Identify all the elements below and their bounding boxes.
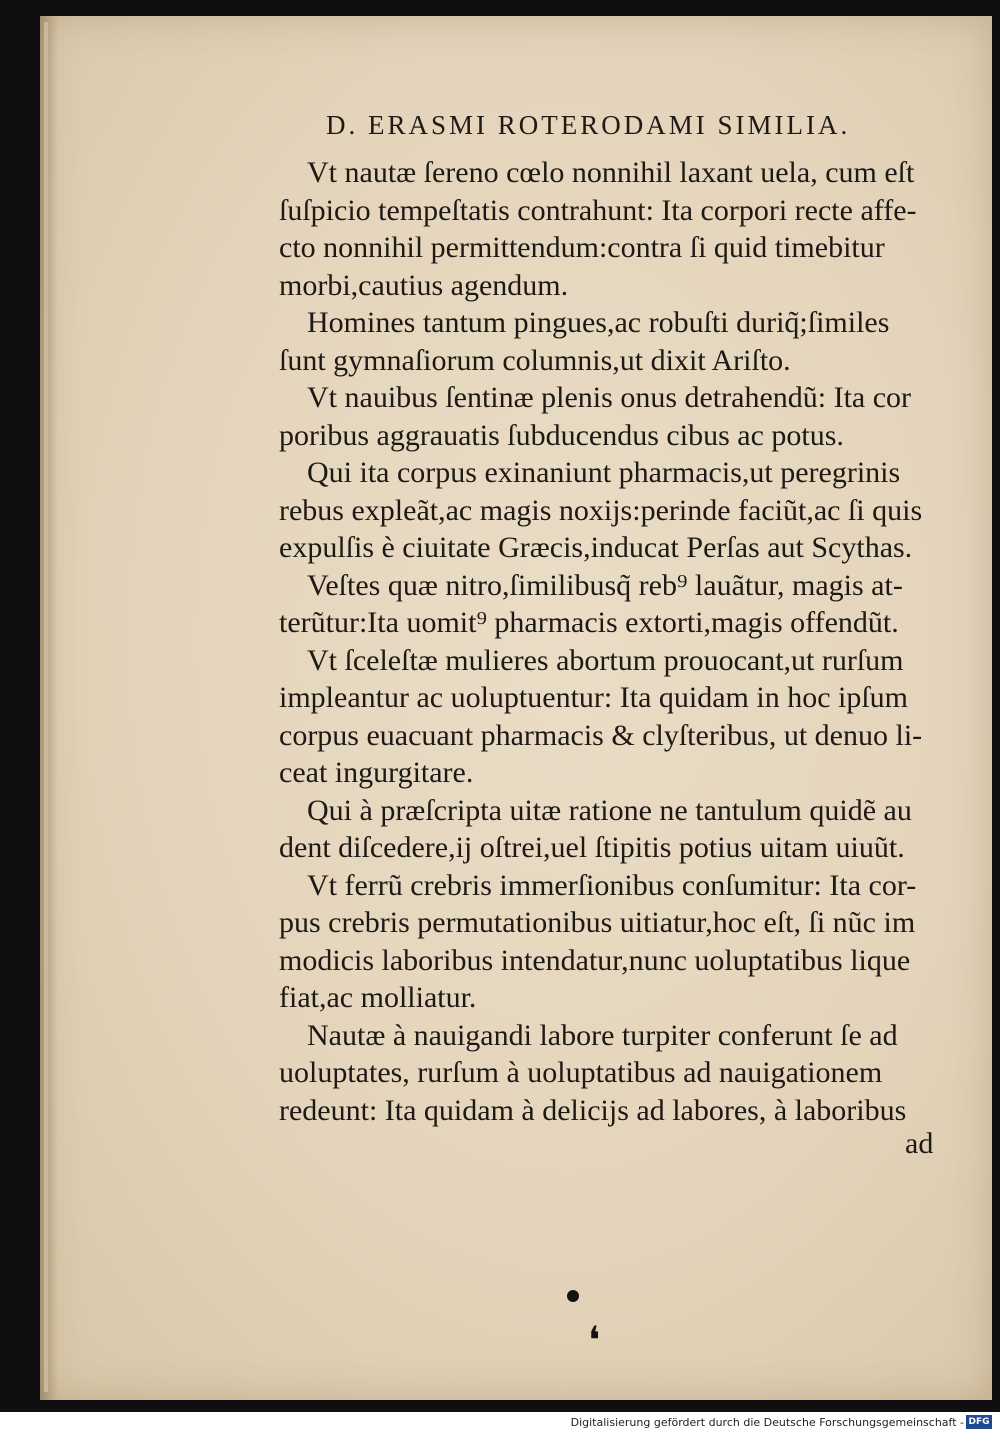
text-line: fiat,ac molliatur. [279, 981, 477, 1014]
text-line: poribus aggrauatis ſubducendus cibus ac potus. [279, 418, 844, 452]
text-line: Homines tantum pingues,ac robuſti duriq̃;ſimiles [307, 306, 890, 339]
text-line: dent diſcedere,ij oſtrei,uel ſtipitis potius uitam uiuũt. [279, 831, 905, 864]
text-line: modicis laboribus intendatur,nunc uoluptatibus lique [279, 943, 911, 977]
text-line: impleantur ac uoluptuentur: Ita quidam in hoc ipſum [279, 681, 909, 714]
dfg-logo: DFG [966, 1415, 992, 1429]
text-line: uoluptates, rurſum à uoluptatibus ad nauigationem [279, 1056, 883, 1089]
body-text [279, 154, 959, 1129]
footer-credit: Digitalisierung gefördert durch die Deutsche Forschungsgemeinschaft - [570, 1416, 964, 1429]
text-line: ſuſpicio tempeſtatis contrahunt: Ita corpori recte affe- [279, 193, 917, 227]
text-line: morbi,cautius agendum. [279, 268, 569, 302]
running-head: D. ERASMI ROTERODAMI SIMILIA. [326, 110, 851, 140]
page-edge [44, 22, 48, 1392]
text-line: Qui ita corpus exinaniunt pharmacis,ut peregrinis [307, 456, 901, 489]
text-line: redeunt: Ita quidam à delicijs ad labores, à laboribus [279, 1093, 907, 1127]
text-line: rebus expleãt,ac magis noxijs:perinde faciũt,ac ſi quis [279, 493, 923, 527]
text-line: Veſtes quæ nitro,ſimilibusq̃ reb⁹ lauãtur, magis at- [307, 568, 903, 602]
catchword: ad [905, 1127, 934, 1160]
signature-mark-comma: ❛ [588, 1320, 601, 1362]
text-line: Nautæ à nauigandi labore turpiter conferunt ſe ad [307, 1018, 898, 1052]
signature-mark-dot [567, 1290, 579, 1302]
text-line: Vt ſceleſtæ mulieres abortum prouocant,ut rurſum [307, 643, 904, 677]
text-line: cto nonnihil permittendum:contra ſi quid timebitur [279, 231, 885, 264]
text-line: Qui à præſcripta uitæ ratione ne tantulum quidẽ au [307, 793, 912, 827]
text-line: expulſis è ciuitate Græcis,inducat Perſas aut Scythas. [279, 531, 913, 564]
text-line: Vt nauibus ſentinæ plenis onus detrahendũ: Ita cor [307, 381, 912, 414]
text-line: terũtur:Ita uomit⁹ pharmacis extorti,magis offendũt. [279, 606, 899, 639]
text-line: ceat ingurgitare. [279, 756, 474, 789]
text-line: corpus euacuant pharmacis & clyſteribus, ut denuo li- [279, 718, 923, 752]
text-line: ſunt gymnaſiorum columnis,ut dixit Ariſto. [279, 343, 791, 377]
text-line: pus crebris permutationibus uitiatur,hoc eſt, ſi nũc im [279, 906, 916, 939]
text-line: Vt nautæ ſereno cœlo nonnihil laxant uela, cum eſt [307, 156, 915, 189]
text-line: Vt ferrũ crebris immerſionibus conſumitur: Ita cor- [307, 868, 917, 902]
